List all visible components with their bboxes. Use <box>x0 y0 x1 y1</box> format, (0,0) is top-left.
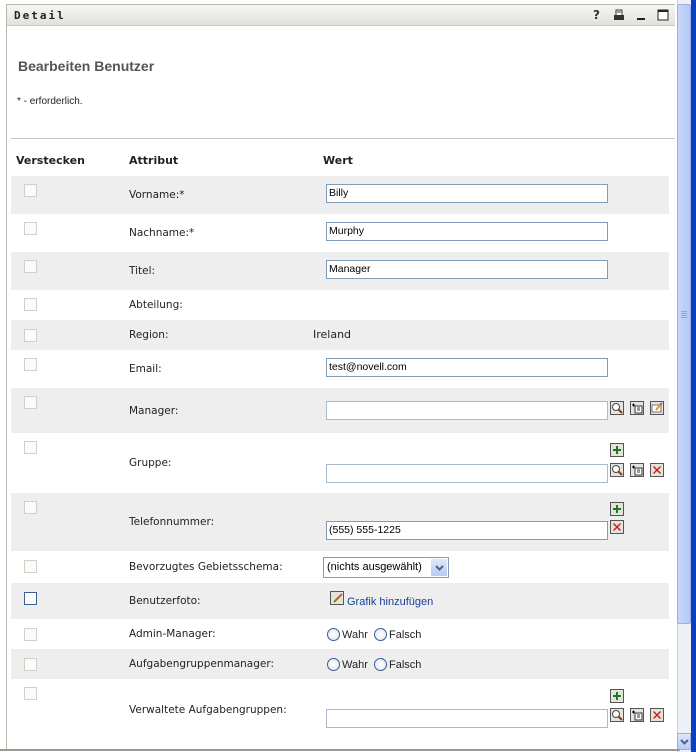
hide-checkbox[interactable] <box>24 396 37 409</box>
hide-checkbox[interactable] <box>24 184 37 197</box>
table-row <box>11 214 669 252</box>
print-icon[interactable] <box>612 8 625 21</box>
admin-manager-true-radio[interactable] <box>327 628 340 641</box>
pencil-icon[interactable] <box>330 591 344 605</box>
hide-checkbox[interactable] <box>24 501 37 514</box>
admin-manager-false-radio[interactable] <box>374 628 387 641</box>
hide-checkbox[interactable] <box>24 687 37 700</box>
help-icon[interactable]: ? <box>593 7 600 22</box>
hide-checkbox[interactable] <box>24 628 37 641</box>
search-icon[interactable] <box>610 708 624 722</box>
nachname-field[interactable]: Murphy <box>326 222 608 241</box>
attribute-label: Abteilung: <box>129 299 183 311</box>
table-row <box>11 493 669 551</box>
search-icon[interactable] <box>610 463 624 477</box>
table-row <box>11 320 669 350</box>
column-header-value: Wert <box>323 154 353 167</box>
attribute-label: Region: <box>129 329 169 341</box>
table-row <box>11 649 669 679</box>
telefonnummer-field[interactable]: (555) 555-1225 <box>326 521 608 540</box>
search-icon[interactable] <box>610 401 624 415</box>
portlet-titlebar <box>7 5 675 26</box>
task-group-manager-false-radio[interactable] <box>374 658 387 671</box>
maximize-icon[interactable] <box>656 8 669 21</box>
page-title: Bearbeiten Benutzer <box>18 58 155 74</box>
table-row <box>11 583 669 619</box>
minimize-icon[interactable] <box>634 8 647 21</box>
attribute-label: Email: <box>129 363 162 375</box>
radio-label-true: Wahr <box>342 659 368 671</box>
email-field[interactable]: test@novell.com <box>326 358 608 377</box>
add-image-link[interactable]: Grafik hinzufügen <box>347 596 434 608</box>
delete-icon[interactable] <box>650 708 664 722</box>
window-edge <box>691 0 696 752</box>
region-value: Ireland <box>313 328 352 341</box>
attribute-label: Aufgabengruppenmanager: <box>129 658 275 670</box>
table-row <box>11 176 669 214</box>
scroll-down-button[interactable] <box>677 733 691 750</box>
radio-label-true: Wahr <box>342 629 368 641</box>
attribute-label: Manager: <box>129 405 179 417</box>
locale-select[interactable] <box>323 557 449 578</box>
task-group-manager-true-radio[interactable] <box>327 658 340 671</box>
table-row <box>11 388 669 433</box>
gruppe-field[interactable] <box>326 464 608 483</box>
add-icon[interactable] <box>610 502 624 516</box>
portlet-title: Detail <box>14 9 66 22</box>
titel-field[interactable]: Manager <box>326 260 608 279</box>
attribute-label: Gruppe: <box>129 457 172 469</box>
delete-icon[interactable] <box>650 463 664 477</box>
locale-select-value: (nichts ausgewählt) <box>327 561 422 573</box>
history-icon[interactable] <box>630 401 644 415</box>
attribute-label: Bevorzugtes Gebietsschema: <box>129 561 283 573</box>
radio-label-false: Falsch <box>389 659 422 671</box>
add-icon[interactable] <box>610 689 624 703</box>
table-row <box>11 551 669 583</box>
manager-field[interactable] <box>326 401 608 420</box>
hide-checkbox[interactable] <box>24 658 37 671</box>
hide-checkbox[interactable] <box>24 560 37 573</box>
history-icon[interactable] <box>630 463 644 477</box>
hide-checkbox[interactable] <box>24 260 37 273</box>
table-row <box>11 290 669 320</box>
vorname-field[interactable]: Billy <box>326 184 608 203</box>
chevron-down-icon[interactable] <box>431 559 447 576</box>
attribute-label: Nachname:* <box>129 227 195 239</box>
required-note: * - erforderlich. <box>17 96 83 107</box>
managed-task-groups-field[interactable] <box>326 709 608 728</box>
attribute-label: Titel: <box>129 265 156 277</box>
detail-portlet <box>6 4 675 751</box>
edit-icon[interactable] <box>650 401 664 415</box>
column-header-hide: Verstecken <box>16 154 85 167</box>
delete-icon[interactable] <box>610 520 624 534</box>
add-icon[interactable] <box>610 443 624 457</box>
attribute-label: Benutzerfoto: <box>129 595 201 607</box>
table-row <box>11 619 669 649</box>
attribute-label: Verwaltete Aufgabengruppen: <box>129 704 287 716</box>
hide-checkbox[interactable] <box>24 592 37 605</box>
hide-checkbox[interactable] <box>24 222 37 235</box>
hide-checkbox[interactable] <box>24 298 37 311</box>
attribute-label: Telefonnummer: <box>129 516 215 528</box>
history-icon[interactable] <box>630 708 644 722</box>
radio-label-false: Falsch <box>389 629 422 641</box>
attribute-label: Vorname:* <box>129 189 185 201</box>
table-row <box>11 350 669 388</box>
table-row <box>11 252 669 290</box>
divider <box>11 138 675 139</box>
bottom-border <box>0 749 680 751</box>
hide-checkbox[interactable] <box>24 441 37 454</box>
table-row <box>11 679 669 745</box>
scrollbar-grip-icon <box>681 311 687 318</box>
hide-checkbox[interactable] <box>24 329 37 342</box>
table-row <box>11 433 669 493</box>
hide-checkbox[interactable] <box>24 358 37 371</box>
attribute-label: Admin-Manager: <box>129 628 216 640</box>
column-header-attribute: Attribut <box>129 154 179 167</box>
